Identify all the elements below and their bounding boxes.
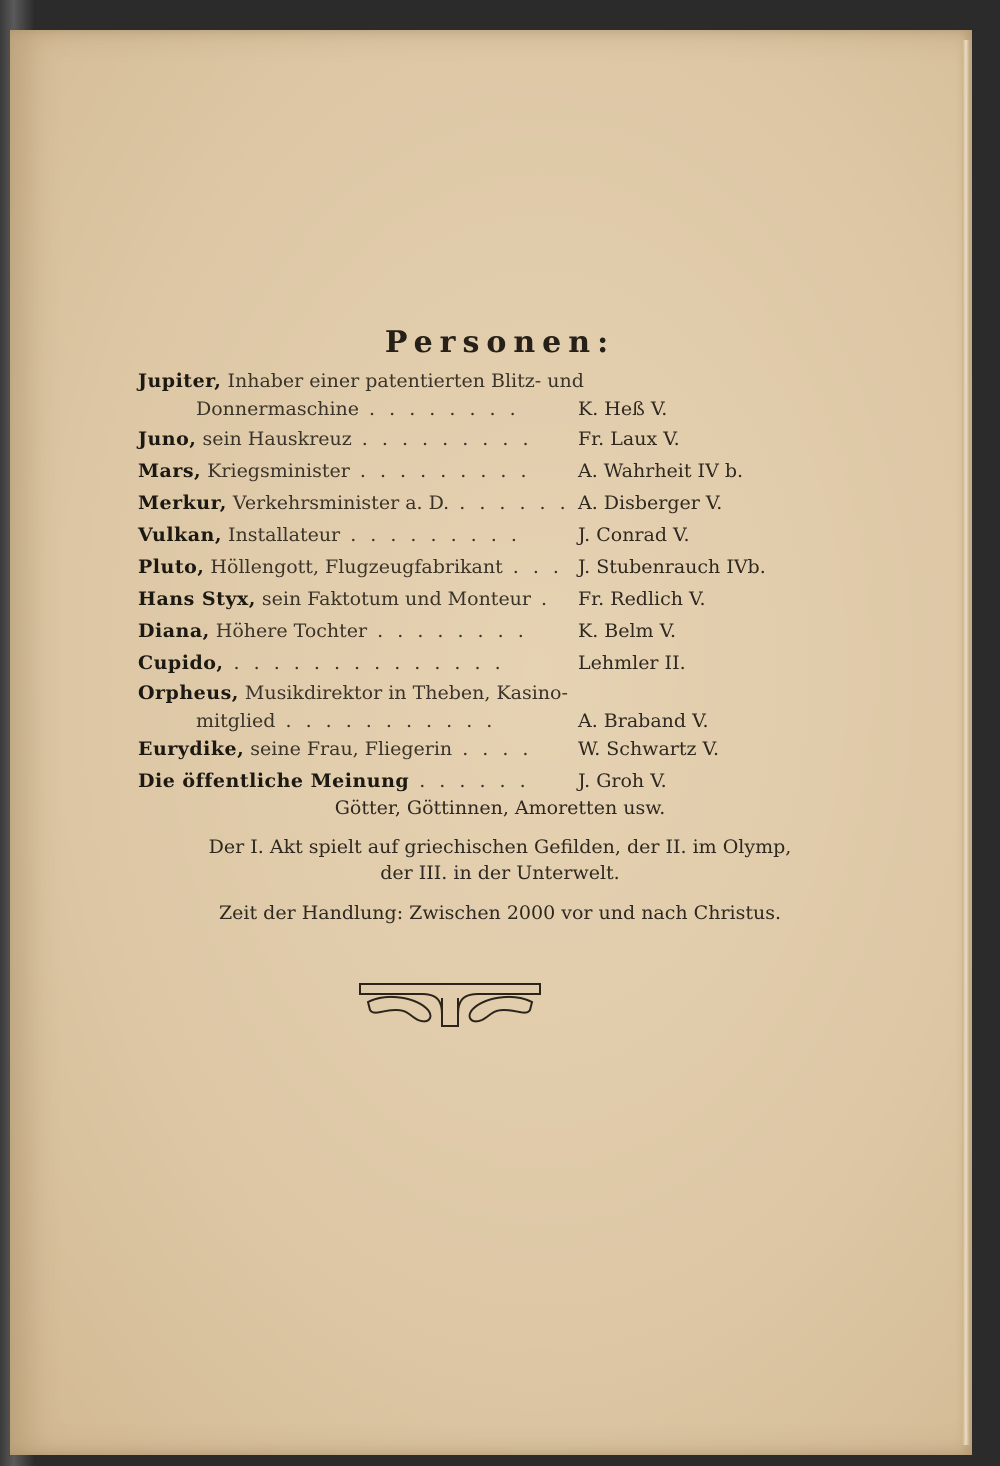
cast-row [138,652,738,682]
leader-dots: . . . . . . [409,770,530,792]
role-description: seine Frau, Fliegerin [244,738,453,760]
role-name: Juno, [138,428,197,450]
leader-dots: . . . . . . . . . [340,524,521,546]
role-name: Merkur, [138,492,227,514]
role-description: Inhaber einer patentierten Blitz- und [221,370,584,392]
leader-dots: . . . . [452,738,533,760]
role-name: Orpheus, [138,682,239,704]
cast-row [138,588,738,618]
setting-line-1: Der I. Akt spielt auf griechischen Gefilden, der II. im Olymp, [208,836,792,858]
cast-row [138,370,738,400]
cast-row [138,738,738,768]
role-name: Hans Styx, [138,588,256,610]
actor-name: K. Heß V. [578,398,668,420]
leader-dots: . . . . . . . . . [351,428,533,450]
cast-row-continued [138,398,738,428]
role-name: Mars, [138,460,202,482]
actor-name: Fr. Laux V. [578,428,680,450]
actor-name: A. Disberger V. [578,492,723,514]
role-description: Musikdirektor in Theben, Kasino- [238,682,568,704]
leader-dots: . . . . . . . . [367,620,528,642]
role-description-cont: Donnermaschine [196,398,360,420]
actor-name: K. Belm V. [578,620,677,642]
leader-dots: . . . [502,556,563,578]
cast-row [138,682,738,712]
cast-row [138,770,738,800]
actor-name: Lehmler II. [578,652,686,674]
cast-row [138,524,738,554]
leader-dots: . . . . . . . . . . . . . . [223,652,505,674]
actor-name: J. Stubenrauch IVb. [578,556,766,578]
role-description: Höhere Tochter [209,620,368,642]
page-heading: Personen: [384,325,616,360]
role-name: Vulkan, [138,524,222,546]
leader-dots: . . . . . . . . [359,398,520,420]
role-name: Eurydike, [138,738,245,760]
role-name: Die öffentliche Meinung [138,770,410,792]
actor-name: J. Conrad V. [578,524,690,546]
role-name: Jupiter, [138,370,222,392]
leader-dots: . [531,588,552,610]
actor-name: J. Groh V. [578,770,667,792]
actor-name: W. Schwartz V. [578,738,719,760]
actor-name: A. Wahrheit IV b. [578,460,744,482]
leader-dots: . . . . . . . . . [349,460,531,482]
role-description: Kriegsminister [201,460,350,482]
page-edge [962,40,970,1445]
cast-row [138,428,738,458]
setting-line-2: der III. in der Unterwelt. [380,862,620,884]
cast-row-continued [138,710,738,740]
actor-name: Fr. Redlich V. [578,588,706,610]
role-name: Pluto, [138,556,205,578]
actor-name: A. Braband V. [578,710,709,732]
role-description: sein Faktotum und Monteur [255,588,532,610]
role-name: Cupido, [138,652,224,674]
time-line: Zeit der Handlung: Zwischen 2000 vor und nach Christus. [218,902,782,924]
cast-row [138,556,766,586]
role-description-cont: mitglied [196,710,276,732]
leader-dots: . . . . . . . . . . . [275,710,497,732]
cast-row [138,492,738,522]
role-description: Höllengott, Flugzeugfabrikant [204,556,503,578]
role-description: Verkehrsminister a. D. [226,492,450,514]
cast-row [138,460,744,490]
ornament-icon [358,980,542,1030]
role-description: sein Hauskreuz [196,428,352,450]
role-description: Installateur [221,524,341,546]
leader-dots: . . . . . . [449,492,570,514]
extras-line: Götter, Göttinnen, Amoretten usw. [334,797,666,819]
cast-row [138,620,738,650]
role-name: Diana, [138,620,210,642]
